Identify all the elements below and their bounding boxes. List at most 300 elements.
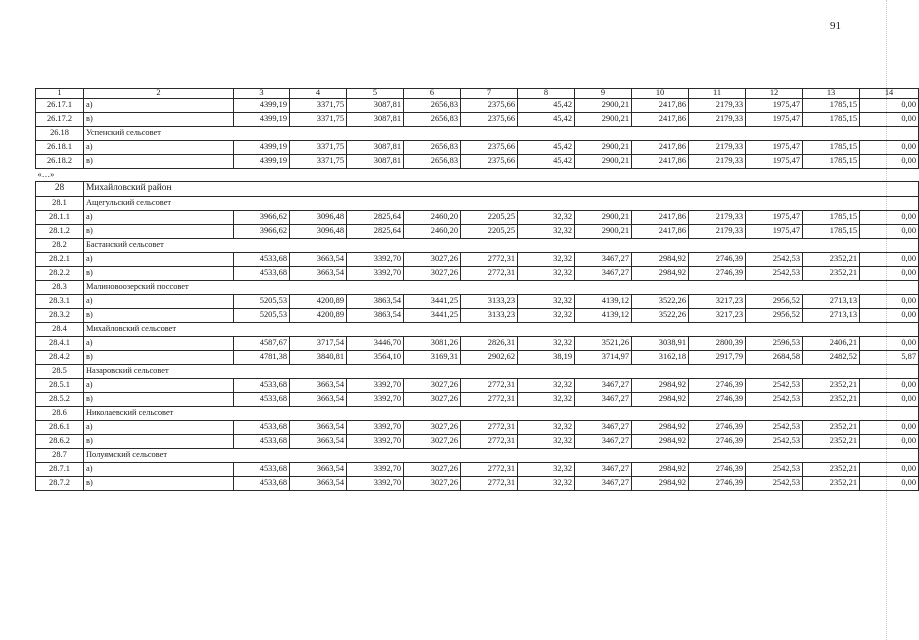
table-cell: 2746,39	[689, 379, 746, 393]
row-code: 26.18.1	[36, 141, 84, 155]
table-cell: 4200,89	[290, 295, 347, 309]
table-cell: 3717,54	[290, 337, 347, 351]
table-cell: 3371,75	[290, 155, 347, 169]
table-cell: 3081,26	[404, 337, 461, 351]
table-cell: 3521,26	[575, 337, 632, 351]
table-cell: 1975,47	[746, 141, 803, 155]
row-subtype: в)	[84, 225, 234, 239]
row-code: 28.2.2	[36, 267, 84, 281]
table-cell: 5,87	[860, 351, 919, 365]
row-code: 28.3.2	[36, 309, 84, 323]
table-cell: 4533,68	[234, 253, 290, 267]
table-cell: 3027,26	[404, 463, 461, 477]
table-cell: 3169,31	[404, 351, 461, 365]
table-cell: 0,00	[860, 141, 919, 155]
table-row	[36, 253, 919, 267]
row-code: 28.1.2	[36, 225, 84, 239]
row-code: 28.3.1	[36, 295, 84, 309]
table-cell: 2542,53	[746, 463, 803, 477]
row-code: 28.4.2	[36, 351, 84, 365]
table-row	[36, 211, 919, 225]
section-row	[36, 281, 919, 295]
table-row	[36, 225, 919, 239]
table-cell: 32,32	[518, 267, 575, 281]
table-cell: 0,00	[860, 393, 919, 407]
table-row	[36, 463, 919, 477]
district-row	[36, 182, 919, 197]
column-header-6: 6	[404, 89, 461, 99]
table-cell: 2984,92	[632, 421, 689, 435]
section-name: Назаровский сельсовет	[84, 365, 919, 379]
omission-mark: «…»	[37, 169, 55, 179]
table-cell: 2179,33	[689, 99, 746, 113]
table-cell: 3162,18	[632, 351, 689, 365]
table-cell: 3441,25	[404, 309, 461, 323]
table-cell: 2956,52	[746, 295, 803, 309]
table-cell: 2900,21	[575, 141, 632, 155]
table-cell: 45,42	[518, 113, 575, 127]
table-row	[36, 351, 919, 365]
table-cell: 2656,83	[404, 141, 461, 155]
table-cell: 32,32	[518, 393, 575, 407]
table-cell: 3663,54	[290, 421, 347, 435]
table-cell: 3663,54	[290, 463, 347, 477]
table-cell: 4533,68	[234, 267, 290, 281]
table-cell: 2656,83	[404, 155, 461, 169]
table-cell: 2772,31	[461, 435, 518, 449]
page-number: 91	[830, 20, 841, 32]
table-cell: 2746,39	[689, 421, 746, 435]
column-header-4: 4	[290, 89, 347, 99]
table-cell: 2984,92	[632, 435, 689, 449]
table-cell: 3027,26	[404, 421, 461, 435]
row-subtype: а)	[84, 99, 234, 113]
omission-row	[36, 169, 919, 182]
table-cell: 1975,47	[746, 225, 803, 239]
table-cell: 2352,21	[803, 253, 860, 267]
row-subtype: в)	[84, 351, 234, 365]
section-code: 26.18	[36, 127, 84, 141]
table-cell: 2900,21	[575, 211, 632, 225]
section-row	[36, 407, 919, 421]
table-cell: 3038,91	[632, 337, 689, 351]
section-name: Ащегульский сельсовет	[84, 197, 919, 211]
table-cell: 2656,83	[404, 99, 461, 113]
table-cell: 4139,12	[575, 309, 632, 323]
table-cell: 3966,62	[234, 225, 290, 239]
table-cell: 3217,23	[689, 295, 746, 309]
table-cell: 2826,31	[461, 337, 518, 351]
table-cell: 32,32	[518, 435, 575, 449]
table-cell: 2542,53	[746, 379, 803, 393]
table-cell: 2772,31	[461, 421, 518, 435]
table-cell: 3392,70	[347, 253, 404, 267]
table-cell: 2460,20	[404, 211, 461, 225]
table-cell: 2205,25	[461, 225, 518, 239]
table-cell: 0,00	[860, 113, 919, 127]
table-cell: 2656,83	[404, 113, 461, 127]
table-cell: 2772,31	[461, 463, 518, 477]
table-cell: 3027,26	[404, 267, 461, 281]
table-cell: 2772,31	[461, 253, 518, 267]
table-cell: 2352,21	[803, 463, 860, 477]
table-cell: 3027,26	[404, 379, 461, 393]
column-header-5: 5	[347, 89, 404, 99]
table-cell: 32,32	[518, 309, 575, 323]
table-cell: 0,00	[860, 477, 919, 491]
table-cell: 3714,97	[575, 351, 632, 365]
table-cell: 1785,15	[803, 211, 860, 225]
column-header-row	[36, 89, 919, 99]
table-row	[36, 295, 919, 309]
row-subtype: в)	[84, 393, 234, 407]
row-subtype: а)	[84, 295, 234, 309]
row-code: 28.4.1	[36, 337, 84, 351]
table-cell: 3522,26	[632, 309, 689, 323]
table-cell: 2375,66	[461, 99, 518, 113]
table-cell: 2900,21	[575, 99, 632, 113]
table-cell: 4139,12	[575, 295, 632, 309]
table-cell: 3087,81	[347, 113, 404, 127]
table-cell: 0,00	[860, 435, 919, 449]
table-cell: 4781,38	[234, 351, 290, 365]
table-cell: 3087,81	[347, 155, 404, 169]
row-code: 28.1.1	[36, 211, 84, 225]
table-cell: 45,42	[518, 141, 575, 155]
table-cell: 3096,48	[290, 211, 347, 225]
table-cell: 38,19	[518, 351, 575, 365]
table-cell: 2956,52	[746, 309, 803, 323]
table-cell: 3027,26	[404, 253, 461, 267]
table-cell: 2772,31	[461, 379, 518, 393]
section-code: 28.6	[36, 407, 84, 421]
table-cell: 4533,68	[234, 379, 290, 393]
table-cell: 3863,54	[347, 295, 404, 309]
table-row	[36, 421, 919, 435]
row-subtype: в)	[84, 309, 234, 323]
table-cell: 3441,25	[404, 295, 461, 309]
column-header-11: 11	[689, 89, 746, 99]
row-subtype: в)	[84, 155, 234, 169]
section-name: Полуямский сельсовет	[84, 449, 919, 463]
table-body	[36, 89, 919, 491]
row-code: 26.17.2	[36, 113, 84, 127]
table-cell: 5205,53	[234, 309, 290, 323]
column-header-1: 1	[36, 89, 84, 99]
table-cell: 2984,92	[632, 267, 689, 281]
table-cell: 3467,27	[575, 463, 632, 477]
table-cell: 0,00	[860, 379, 919, 393]
table-cell: 3663,54	[290, 379, 347, 393]
table-cell: 4533,68	[234, 463, 290, 477]
table-row	[36, 435, 919, 449]
table-cell: 2375,66	[461, 141, 518, 155]
section-code: 28.5	[36, 365, 84, 379]
table-cell: 2179,33	[689, 211, 746, 225]
table-cell: 2596,53	[746, 337, 803, 351]
column-header-3: 3	[234, 89, 290, 99]
table-cell: 2746,39	[689, 253, 746, 267]
table-cell: 3840,81	[290, 351, 347, 365]
table-cell: 3663,54	[290, 477, 347, 491]
table-cell: 2800,39	[689, 337, 746, 351]
table-row	[36, 267, 919, 281]
table-cell: 1785,15	[803, 141, 860, 155]
column-header-7: 7	[461, 89, 518, 99]
table-cell: 32,32	[518, 337, 575, 351]
row-code: 26.18.2	[36, 155, 84, 169]
row-subtype: в)	[84, 477, 234, 491]
row-code: 28.6.2	[36, 435, 84, 449]
table-cell: 3446,70	[347, 337, 404, 351]
table-cell: 2746,39	[689, 393, 746, 407]
section-name: Малиновоозерский поссовет	[84, 281, 919, 295]
table-cell: 2713,13	[803, 309, 860, 323]
table-cell: 0,00	[860, 99, 919, 113]
table-cell: 3467,27	[575, 267, 632, 281]
table-row	[36, 477, 919, 491]
row-subtype: а)	[84, 141, 234, 155]
table-cell: 0,00	[860, 253, 919, 267]
table-cell: 3392,70	[347, 477, 404, 491]
section-code: 28.1	[36, 197, 84, 211]
table-cell: 45,42	[518, 99, 575, 113]
section-code: 28.2	[36, 239, 84, 253]
column-header-10: 10	[632, 89, 689, 99]
table-cell: 3027,26	[404, 477, 461, 491]
table-row	[36, 141, 919, 155]
table-cell: 2352,21	[803, 477, 860, 491]
table-cell: 2713,13	[803, 295, 860, 309]
column-header-2: 2	[84, 89, 234, 99]
table-cell: 3522,26	[632, 295, 689, 309]
table-cell: 32,32	[518, 477, 575, 491]
table-cell: 2179,33	[689, 141, 746, 155]
table-cell: 2900,21	[575, 155, 632, 169]
table-cell: 3467,27	[575, 253, 632, 267]
table-row	[36, 155, 919, 169]
table-cell: 2542,53	[746, 393, 803, 407]
row-code: 28.6.1	[36, 421, 84, 435]
table-cell: 4399,19	[234, 113, 290, 127]
table-cell: 0,00	[860, 155, 919, 169]
table-cell: 3467,27	[575, 393, 632, 407]
table-cell: 2179,33	[689, 113, 746, 127]
table-cell: 2460,20	[404, 225, 461, 239]
table-cell: 2482,52	[803, 351, 860, 365]
column-header-8: 8	[518, 89, 575, 99]
table-cell: 0,00	[860, 337, 919, 351]
table-cell: 2900,21	[575, 113, 632, 127]
table-row	[36, 113, 919, 127]
table-cell: 3564,10	[347, 351, 404, 365]
table-cell: 2375,66	[461, 113, 518, 127]
table-cell: 4200,89	[290, 309, 347, 323]
table-cell: 32,32	[518, 463, 575, 477]
table-cell: 2406,21	[803, 337, 860, 351]
table-cell: 1975,47	[746, 113, 803, 127]
table-cell: 3371,75	[290, 141, 347, 155]
section-code: 28.3	[36, 281, 84, 295]
table-cell: 32,32	[518, 421, 575, 435]
table-cell: 2772,31	[461, 267, 518, 281]
table-cell: 5205,53	[234, 295, 290, 309]
table-cell: 3467,27	[575, 477, 632, 491]
table-cell: 0,00	[860, 463, 919, 477]
table-cell: 3217,23	[689, 309, 746, 323]
table-cell: 2352,21	[803, 421, 860, 435]
row-code: 28.2.1	[36, 253, 84, 267]
table-cell: 2984,92	[632, 477, 689, 491]
section-row	[36, 127, 919, 141]
table-cell: 2542,53	[746, 435, 803, 449]
table-cell: 3133,23	[461, 295, 518, 309]
table-cell: 2542,53	[746, 477, 803, 491]
table-cell: 3392,70	[347, 421, 404, 435]
table-cell: 2746,39	[689, 477, 746, 491]
table-cell: 3371,75	[290, 99, 347, 113]
table-cell: 32,32	[518, 295, 575, 309]
table-cell: 4587,67	[234, 337, 290, 351]
table-cell: 3371,75	[290, 113, 347, 127]
column-header-13: 13	[803, 89, 860, 99]
table-cell: 3663,54	[290, 253, 347, 267]
table-cell: 3087,81	[347, 141, 404, 155]
table-cell: 2746,39	[689, 463, 746, 477]
table-cell: 45,42	[518, 155, 575, 169]
table-cell: 0,00	[860, 225, 919, 239]
table-cell: 2375,66	[461, 155, 518, 169]
table-row	[36, 309, 919, 323]
table-cell: 2984,92	[632, 463, 689, 477]
table-cell: 0,00	[860, 309, 919, 323]
row-code: 28.7.2	[36, 477, 84, 491]
table-cell: 32,32	[518, 253, 575, 267]
row-subtype: а)	[84, 211, 234, 225]
section-row	[36, 365, 919, 379]
table-cell: 2352,21	[803, 267, 860, 281]
row-code: 28.5.1	[36, 379, 84, 393]
row-subtype: в)	[84, 435, 234, 449]
row-subtype: в)	[84, 267, 234, 281]
table-cell: 2984,92	[632, 253, 689, 267]
table-cell: 3392,70	[347, 379, 404, 393]
table-cell: 3966,62	[234, 211, 290, 225]
section-name: Михайловский сельсовет	[84, 323, 919, 337]
section-row	[36, 197, 919, 211]
table-cell: 3392,70	[347, 435, 404, 449]
table-cell: 2205,25	[461, 211, 518, 225]
row-subtype: в)	[84, 113, 234, 127]
table-cell: 3392,70	[347, 267, 404, 281]
table-cell: 3663,54	[290, 267, 347, 281]
table-cell: 2417,86	[632, 155, 689, 169]
section-row	[36, 323, 919, 337]
tariff-table	[35, 88, 919, 491]
table-cell: 2417,86	[632, 113, 689, 127]
table-cell: 2352,21	[803, 435, 860, 449]
section-name: Михайловский район	[84, 182, 919, 197]
table-cell: 3027,26	[404, 393, 461, 407]
table-cell: 4533,68	[234, 435, 290, 449]
row-code: 28.5.2	[36, 393, 84, 407]
table-cell: 2179,33	[689, 155, 746, 169]
table-cell: 0,00	[860, 421, 919, 435]
section-row	[36, 239, 919, 253]
row-subtype: а)	[84, 337, 234, 351]
table-cell: 32,32	[518, 211, 575, 225]
table-cell: 3863,54	[347, 309, 404, 323]
column-header-14: 14	[860, 89, 919, 99]
table-cell: 1785,15	[803, 99, 860, 113]
table-cell: 0,00	[860, 295, 919, 309]
table-cell: 3663,54	[290, 393, 347, 407]
table-cell: 2542,53	[746, 253, 803, 267]
table-cell: 2917,79	[689, 351, 746, 365]
table-cell: 2746,39	[689, 435, 746, 449]
section-code: 28	[36, 182, 84, 197]
row-subtype: а)	[84, 463, 234, 477]
table-cell: 2772,31	[461, 477, 518, 491]
row-subtype: а)	[84, 253, 234, 267]
table-cell: 4533,68	[234, 393, 290, 407]
table-cell: 3096,48	[290, 225, 347, 239]
section-name: Успенский сельсовет	[84, 127, 919, 141]
table-cell: 1975,47	[746, 155, 803, 169]
table-cell: 3392,70	[347, 463, 404, 477]
row-code: 28.7.1	[36, 463, 84, 477]
table-row	[36, 393, 919, 407]
table-cell: 3027,26	[404, 435, 461, 449]
column-header-12: 12	[746, 89, 803, 99]
table-cell: 4533,68	[234, 477, 290, 491]
table-cell: 4533,68	[234, 421, 290, 435]
table-cell: 2352,21	[803, 379, 860, 393]
table-cell: 1785,15	[803, 113, 860, 127]
table-cell: 2984,92	[632, 379, 689, 393]
table-cell: 3663,54	[290, 435, 347, 449]
row-code: 26.17.1	[36, 99, 84, 113]
table-cell: 2746,39	[689, 267, 746, 281]
table-cell: 4399,19	[234, 155, 290, 169]
section-code: 28.7	[36, 449, 84, 463]
table-cell: 2825,64	[347, 211, 404, 225]
column-header-9: 9	[575, 89, 632, 99]
table-cell: 0,00	[860, 211, 919, 225]
table-cell: 1975,47	[746, 211, 803, 225]
section-row	[36, 449, 919, 463]
table-cell: 4399,19	[234, 99, 290, 113]
table-row	[36, 379, 919, 393]
table-cell: 1975,47	[746, 99, 803, 113]
table-cell: 3087,81	[347, 99, 404, 113]
table-cell: 3467,27	[575, 379, 632, 393]
table-cell: 2542,53	[746, 267, 803, 281]
row-subtype: а)	[84, 421, 234, 435]
table-cell: 3133,23	[461, 309, 518, 323]
table-cell: 2417,86	[632, 211, 689, 225]
section-name: Николаевский сельсовет	[84, 407, 919, 421]
table-cell: 2542,53	[746, 421, 803, 435]
table-row	[36, 99, 919, 113]
row-subtype: а)	[84, 379, 234, 393]
table-cell: 2684,58	[746, 351, 803, 365]
table-cell: 32,32	[518, 225, 575, 239]
table-cell: 2825,64	[347, 225, 404, 239]
table-cell: 0,00	[860, 267, 919, 281]
table-cell: 2900,21	[575, 225, 632, 239]
table-cell: 2984,92	[632, 393, 689, 407]
